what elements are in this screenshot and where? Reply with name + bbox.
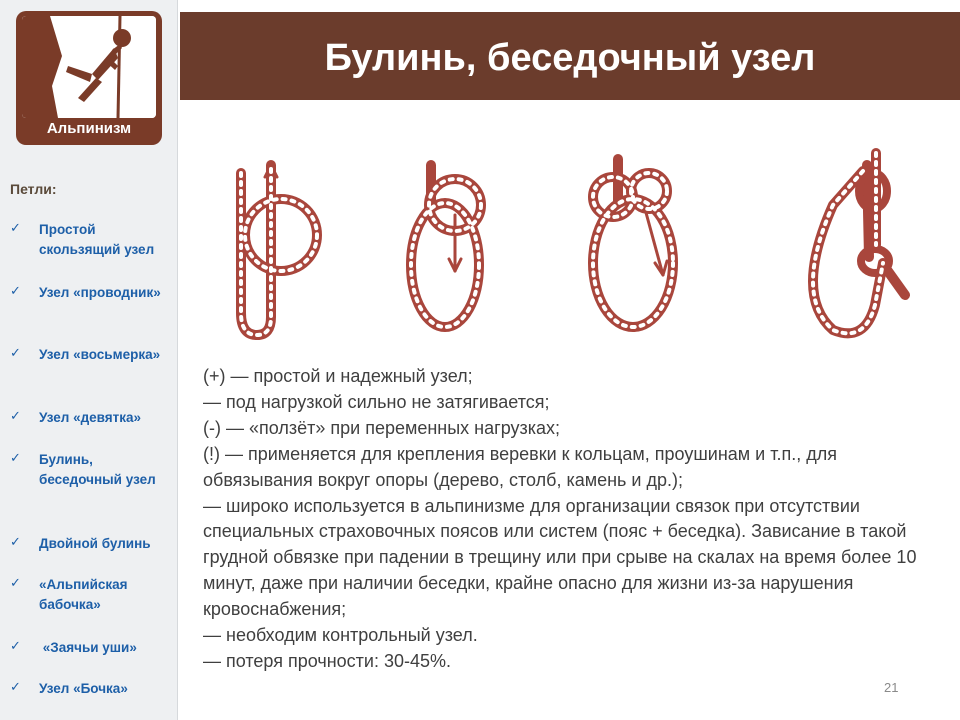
- bowline-knot-steps: [193, 145, 943, 345]
- sidebar-item-label: Узел «проводник»: [39, 285, 161, 300]
- page-number: 21: [884, 680, 899, 695]
- climber-icon: [22, 16, 156, 118]
- cons-line: (-) — «ползёт» при переменных нагрузках;: [203, 417, 561, 438]
- logo-caption: Альпинизм: [46, 120, 132, 137]
- checkmark-icon: ✓: [10, 450, 21, 465]
- checkmark-icon: ✓: [10, 679, 21, 694]
- checkmark-icon: ✓: [10, 575, 21, 590]
- checkmark-icon: ✓: [10, 283, 21, 298]
- checkmark-icon: ✓: [10, 220, 21, 235]
- rope-icon: [241, 153, 905, 335]
- logo: [16, 11, 162, 145]
- sidebar-item-label: «Альпийская бабочка»: [39, 577, 128, 612]
- strength-loss-line: — потеря прочности: 30-45%.: [203, 650, 452, 671]
- checkmark-icon: ✓: [10, 638, 21, 653]
- sidebar: [0, 0, 178, 720]
- checkmark-icon: ✓: [10, 534, 21, 549]
- sidebar-item-label: Булинь, беседочный узел: [39, 452, 156, 487]
- backup-knot-line: — необходим контрольный узел.: [203, 625, 478, 646]
- sidebar-item-label: Узел «Бочка»: [39, 681, 128, 696]
- description-text: [203, 364, 943, 675]
- sidebar-heading: Петли:: [10, 181, 57, 197]
- mountaineering-line: — широко используется в альпинизме для организации связок при отсутствии специальных страховочных поясов или систем (пояс + беседка). Зависание в такой грудной обвязке при падении в трещину или при срыве на скалах на время более 10 минут, даже при наличии беседки, крайне опасно для жизни из-за нарушения кровоснабжения;: [203, 495, 917, 620]
- usage-line: (!) — применяется для крепления веревки к кольцам, проушинам и т.п., для обвязывания вокруг опоры (дерево, столб, камень и др.);: [203, 443, 837, 490]
- no-tightening-line: — под нагрузкой сильно не затягивается;: [203, 391, 550, 412]
- sidebar-item-label: Узел «девятка»: [39, 410, 142, 425]
- sidebar-item-label: Узел «восьмерка»: [39, 347, 161, 362]
- sidebar-item-label: Простой скользящий узел: [39, 222, 155, 257]
- checkmark-icon: ✓: [10, 345, 21, 360]
- sidebar-item-label: «Заячьи уши»: [39, 640, 137, 655]
- pros-line: (+) — простой и надежный узел;: [203, 366, 473, 386]
- page-title: Булинь, беседочный узел: [324, 37, 816, 79]
- checkmark-icon: ✓: [10, 408, 21, 423]
- title-bar: [180, 12, 960, 100]
- sidebar-item-label: Двойной булинь: [39, 536, 151, 551]
